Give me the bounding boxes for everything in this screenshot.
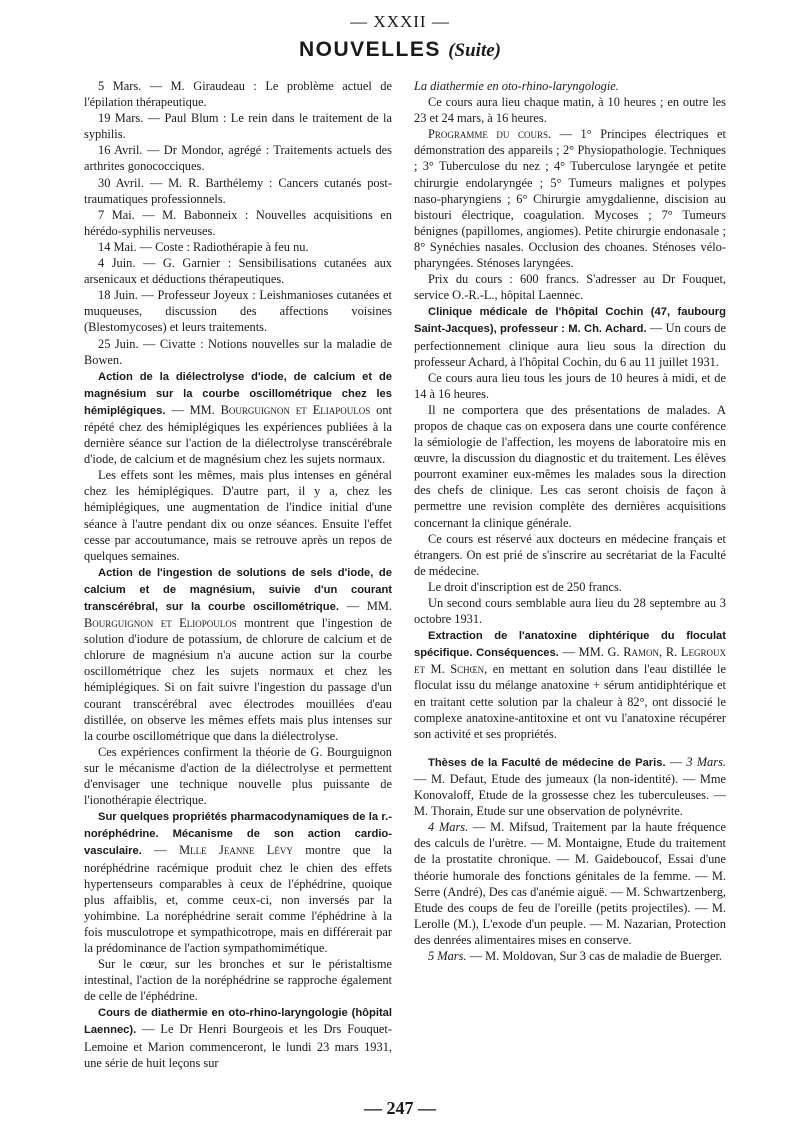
diathermie-continued [414, 78, 726, 94]
schedule-item: 19 Mars. — Paul Blum : Le rein dans le traitement de la syphilis. [84, 111, 392, 142]
norephedrine-title: Sur quelques propriétés pharmacodynamiques de la r.-noréphédrine. Mécanisme de son action cardio-vasculaire. [84, 811, 392, 858]
page-title [0, 38, 800, 62]
schedule-item: 18 Juin. — Professeur Joyeux : Leishmanioses cutanées et muqueuses, discussion des affections voisines (Blestomycoses) et leurs traitements. [84, 288, 392, 335]
ingestion-authors: MM. Bourguignon et Eliopoulos [84, 599, 392, 631]
cochin-body6: Un second cours semblable aura lieu du 28 septembre au 3 octobre 1931. [414, 596, 726, 627]
theses-items2: — M. Mifsud, Traitement par la haute fréquence des calculs de l'urètre. — M. Montaigne, Etude du traitement de la prostatite chronique. — M. Gaideboucof, Essai d'une théorie humorale des fonctions génitales de la femme. — M. Serre (André), Des cas d'anémie aiguë. — M. Schwartzenberg, Etude des coups de feu de l'oreille (petits projectiles). — M. Lerolle (M.), L'exode d'un peuple. — M. Nazarian, Protection des denrées alimentaires mises en conserve. [414, 820, 726, 947]
title-suite: (Suite) [448, 40, 501, 61]
dielectrolyse-authors: MM. Bourguignon et Eliapoulos [189, 402, 371, 417]
cochin-body4: Ce cours est réservé aux docteurs en médecine français et étrangers. On est prié de s'inscrire au secrétariat de la Faculté de médecine. [414, 531, 726, 578]
diathermie-italic: La diathermie en oto-rhino-laryngologie. [414, 79, 619, 93]
theses-date1: 3 Mars. [686, 754, 726, 769]
theses-items1: — M. Defaut, Etude des jumeaux (la non-identité). — Mme Konovaloff, Etude de la grossesse chez les tuberculeuses. — M. Thorain, Etude sur une observation de polynévrite. [414, 771, 726, 819]
cochin-paragraph [414, 303, 726, 369]
cochin-body5: Le droit d'inscription est de 250 francs. [428, 579, 622, 594]
diathermie-paragraph [84, 1004, 392, 1070]
cochin-body3: Il ne comportera que des présentations de malades. A propos de chaque cas on exposera dans une courte conférence la sémiologie de l'affection, les moyens de laboratoire mis en œuvre, la discussion du diagnostic et du traitement. Les élèves pourront examiner eux-mêmes les malades sous la direction des chefs de clinique. Les cas seront choisis de façon à permettre une revision complète des dernières acquisitions concernant la clinique générale. [414, 402, 726, 530]
ingestion-paragraph: Action de l'ingestion de solutions de sels d'iode, de calcium et de magnésium, suivie d'un courant transcérébral, sur la courbe oscillométrique. — MM. Bourguignon et Eliopoulos montrent que l'ingestion de solution d'iodure de potassium, de chlorure de calcium et de chlorure de magnésium n'a aucune action sur la courbe oscillométrique chez les sujets normaux et chez les hémiplégiques. Si on fait suivre l'ingestion du passage d'un courant transcérébral avec électrodes mouillées d'eau distillée, on observe les mêmes effets mais plus intenses sur la courbe oscillométrique que dans la diélectrolyse. [84, 566, 392, 743]
schedule-item: 14 Mai. — Coste : Radiothérapie à feu nu. [98, 239, 309, 254]
schedule-item: 5 Mars. — M. Giraudeau : Le problème actuel de l'épilation thérapeutique. [84, 79, 392, 110]
programme-body: — 1° Principes électriques et démonstration des appareils ; 2° Physiopathologie. Techniques ; 3° Tuberculose du nez ; 4° Tuberculose laryngée et petite chirurgie endolaryngée ; 5° Tumeurs malignes et polypes naso-pharyngiens ; 6° Chirurgie amygdalienne, discision au bistouri électrique, coagulation. Mycoses ; 7° Tumeurs bénignes (papillomes, angiomes). Petite chirurgie endonasale ; 8° Synéchies nasales. Occlusion des choanes. Sténoses vélo-pharyngées. Sténoses laryngées. [414, 127, 727, 271]
cochin-body: — Un cours de perfectionnement clinique aura lieu sous la direction du professeur Achard, à l'hôpital Cochin, du 6 au 11 juillet 1931. [414, 321, 726, 369]
diathermie-body: — Le Dr Henri Bourgeois et les Drs Fouquet-Lemoine et Marion commenceront, le lundi 23 mars 1931, une série de huit leçons sur [84, 1022, 392, 1070]
schedule-item: 16 Avril. — Dr Mondor, agrégé : Traitements actuels des arthrites gonococciques. [84, 143, 392, 174]
page-roman-numeral: — XXXII — [350, 12, 450, 31]
schedule-item: 30 Avril. — M. R. Barthélemy : Cancers cutanés post-traumatiques professionnels. [84, 175, 392, 206]
anatoxine-paragraph: Extraction de l'anatoxine diphtérique du floculat spécifique. Conséquences. — MM. G. Ramon, R. Legroux et M. Schœn, en mettant en solution dans l'eau distillée le floculat issu du mélange anatoxine + sérum antidiphtérique et en traitant cette solution par la chaleur à 82°, ont dissocié le complexe anatoxine-antitoxine et ont vu l'anatoxine récupérer son activité et ses propriétés. [414, 630, 726, 741]
right-column [414, 78, 726, 964]
theses-paragraph-2 [414, 819, 726, 948]
theses-title: Thèses de la Faculté de médecine de Paris. [428, 756, 666, 769]
schedule-item: 7 Mai. — M. Babonneix : Nouvelles acquisitions en hérédo-syphilis nerveuses. [84, 207, 392, 238]
ingestion-body2: Ces expériences confirment la théorie de G. Bourguignon sur le mécanisme d'action de la diélectrolyse et permettent d'envisager une technique nouvelle plus puissante de l'ionothérapie électrique. [84, 744, 392, 808]
page-number: — 247 — [364, 1098, 436, 1118]
theses-paragraph-3 [414, 948, 726, 964]
ingestion-body: montrent que l'ingestion de solution d'iodure de potassium, de chlorure de calcium et de chlorure de magnésium n'a aucune action sur la courbe oscillométrique chez les sujets normaux et chez les hémiplégiques. Si on fait suivre l'ingestion du passage d'un courant transcérébral avec électrodes mouillées d'eau distillée, on observe les mêmes effets mais plus intenses sur la courbe oscillométrique que dans la diélectrolyse. [84, 616, 392, 743]
anatoxine-authors: MM. G. Ramon, R. Legroux et M. Schœn [414, 645, 726, 677]
anatoxine-body: , en mettant en solution dans l'eau distillée le floculat issu du mélange anatoxine + sérum antidiphtérique et en traitant cette solution par la chaleur à 82°, ont dissocié le complexe anatoxine-antitoxine et ont vu l'anatoxine récupérer son activité et ses propriétés. [414, 662, 726, 741]
schedule-item: 4 Juin. — G. Garnier : Sensibilisations cutanées aux arsenicaux et déductions thérapeutiques. [84, 256, 392, 287]
diathermie-prix: Prix du cours : 600 francs. S'adresser au Dr Fouquet, service O.-R.-L., hôpital Laennec. [414, 272, 726, 303]
ingestion-title: Action de l'ingestion de solutions de sels d'iode, de calcium et de magnésium, suivie d'un courant transcérébral, sur la courbe oscillométrique. [84, 566, 392, 613]
theses-paragraph: Thèses de la Faculté de médecine de Paris. — 3 Mars. — M. Defaut, Etude des jumeaux (la non-identité). — Mme Konovaloff, Etude de la grossesse chez les tuberculeuses. — M. Thorain, Etude sur une observation de polynévrite. [414, 754, 726, 819]
dielectrolyse-body2: Les effets sont les mêmes, mais plus intenses en général chez les hémiplégiques. D'autre part, il y a, chez les hémiplégiques, une augmentation de l'indice initial d'une séance à l'autre pendant dix ou onze séances. Ensuite l'effet cesse par accoutumance, mais se retrouve après un repos de quelques semaines. [84, 468, 392, 563]
left-column [84, 78, 392, 1071]
cochin-body2: Ce cours aura lieu tous les jours de 10 heures à midi, et de 14 à 16 heures. [414, 370, 726, 401]
programme-label: Programme du cours. [428, 127, 552, 142]
cochin-title: Clinique médicale de l'hôpital Cochin (47, faubourg Saint-Jacques), professeur : M. Ch. Achard. [414, 306, 726, 336]
theses-date3: 5 Mars. [428, 948, 467, 963]
dielectrolyse-body: ont répété chez des hémiplégiques les expériences publiées à la dernière séance sur l'action de la diélectrolyse transcérébrale d'iode, de calcium et de magnésium chez les sujets normaux. [84, 402, 392, 467]
norephedrine-body2: Sur le cœur, sur les bronches et sur le péristaltisme intestinal, l'action de la noréphédrine se rapproche également de celle de l'éphédrine. [84, 957, 392, 1004]
diathermie-programme [414, 126, 726, 271]
title-text: NOUVELLES [299, 38, 441, 61]
dielectrolyse-title: Action de la diélectrolyse d'iode, de calcium et de magnésium sur la courbe oscillométrique chez les hémiplégiques. [84, 370, 392, 417]
theses-date2: 4 Mars. [428, 820, 469, 835]
schedule-item: 25 Juin. — Civatte : Notions nouvelles sur la maladie de Bowen. [84, 336, 392, 367]
dielectrolyse-paragraph: Action de la diélectrolyse d'iode, de calcium et de magnésium sur la courbe oscillométrique chez les hémiplégiques. — MM. Bourguignon et Eliapoulos ont répété chez des hémiplégiques les expériences publiées à la dernière séance sur l'action de la diélectrolyse transcérébrale d'iode, de calcium et de magnésium chez les sujets normaux. [84, 370, 392, 467]
section-gap [414, 742, 726, 754]
theses-items3: — M. Moldovan, Sur 3 cas de maladie de Buerger. [466, 948, 723, 963]
norephedrine-body: montre que la noréphédrine racémique produit chez le chien des effets hypertenseurs comparables à ceux de l'éphédrine, quoique plus affaiblis, et, comme ceux-ci, non inversés par la yohimbine. La noréphédrine serait comme l'éphédrine à la fois musculotrope et sympathicotrope, mais en différerait par la prédominance de l'action sympathomimétique. [84, 843, 393, 955]
diathermie-body2: Ce cours aura lieu chaque matin, à 10 heures ; en outre les 23 et 24 mars, à 16 heures. [414, 95, 726, 126]
anatoxine-title: Extraction de l'anatoxine diphtérique du floculat spécifique. Conséquences. [414, 630, 726, 660]
norephedrine-authors: Mlle Jeanne Lévy [179, 843, 293, 858]
norephedrine-paragraph: Sur quelques propriétés pharmacodynamiques de la r.-noréphédrine. Mécanisme de son action cardio-vasculaire. — Mlle Jeanne Lévy montre que la noréphédrine racémique produit chez le chien des effets hypertenseurs comparables à ceux de l'éphédrine, quoique plus affaiblis, et, comme ceux-ci, non inversés par la yohimbine. La noréphédrine serait comme l'éphédrine à la fois musculotrope et sympathicotrope, mais en différerait par la prédominance de l'action sympathomimétique. [84, 811, 393, 955]
diathermie-title: Cours de diathermie en oto-rhino-laryngologie (hôpital Laennec). [84, 1007, 392, 1037]
